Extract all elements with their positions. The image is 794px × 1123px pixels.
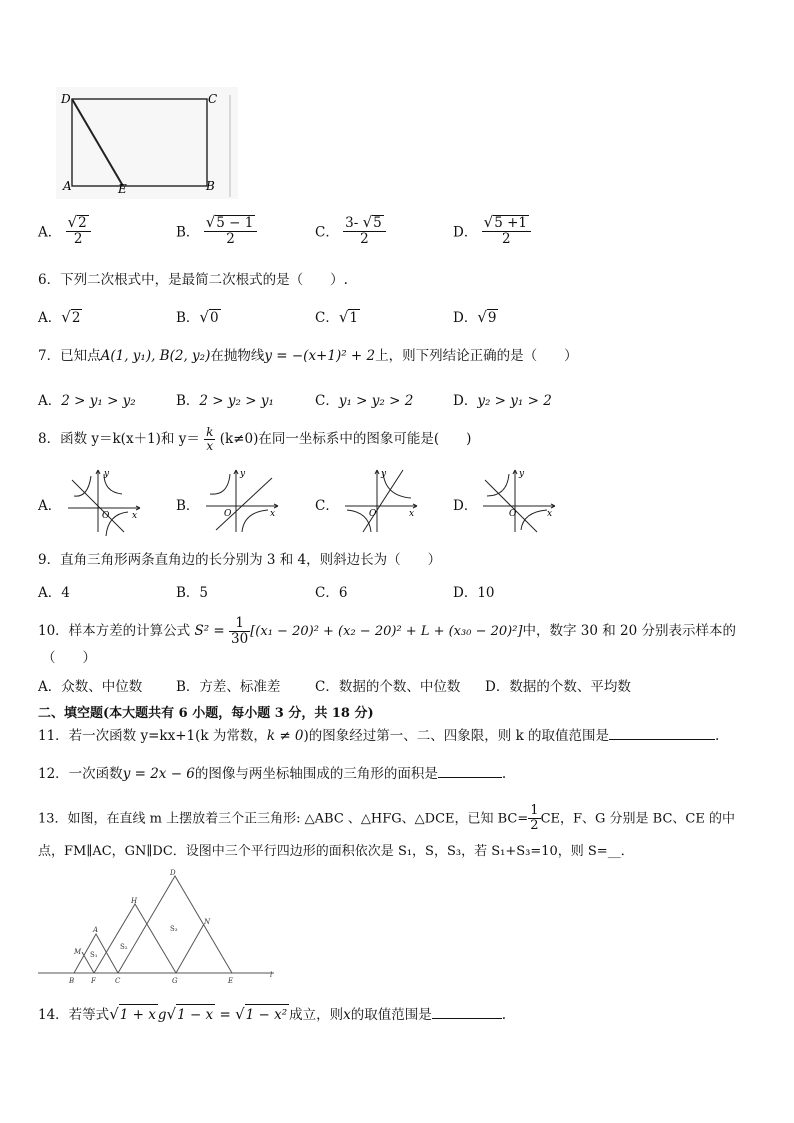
answer-blank[interactable] bbox=[432, 1018, 502, 1019]
q13-stem-line1: 13．如图，在直线 m 上摆放着三个正三角形: △ABC 、△HFG、△DCE，已知 BC= $\frac{1}{2}$ CE，F、G 分别是 BC、CE 的中 bbox=[38, 803, 735, 834]
q8-option-a[interactable]: A． bbox=[38, 498, 62, 514]
q10-option-a[interactable]: A．众数、中位数 bbox=[38, 679, 143, 695]
q13-stem-line2: 点，FM∥AC，GN∥DC．设图中三个平行四边形的面积依次是 S₁，S，S₃，若 S₁+S₃=10，则 S=__． bbox=[38, 844, 634, 859]
rect-label-b: B bbox=[206, 179, 215, 193]
svg-text:x: x bbox=[409, 509, 415, 519]
svg-text:O: O bbox=[102, 511, 110, 521]
q8-option-b[interactable]: B． bbox=[176, 498, 200, 514]
q5-option-a[interactable] bbox=[38, 214, 91, 247]
q6-option-c[interactable]: C．√1 bbox=[315, 308, 358, 326]
answer-blank[interactable] bbox=[438, 777, 502, 778]
section-title: 二、填空题(本大题共有 6 小题，每小题 3 分，共 18 分) bbox=[38, 706, 374, 721]
option-letter: A． bbox=[38, 224, 62, 241]
fraction: $\frac{√5 - 1}{2}$ bbox=[204, 214, 258, 247]
svg-text:O: O bbox=[369, 509, 377, 519]
q7-option-c[interactable]: C．y₁ > y₂ > 2 bbox=[315, 393, 414, 409]
svg-text:y: y bbox=[381, 469, 387, 479]
option-letter: D． bbox=[453, 224, 478, 241]
q5-option-b[interactable] bbox=[176, 214, 257, 247]
svg-text:H: H bbox=[131, 897, 138, 905]
q10-option-d[interactable]: D．数据的个数、平均数 bbox=[485, 679, 631, 695]
q12-stem: 12．一次函数y = 2x − 6的图像与两坐标轴围成的三角形的面积是 . bbox=[38, 766, 507, 782]
q10-answer-paren: （ ） bbox=[42, 650, 96, 666]
svg-text:C: C bbox=[115, 977, 121, 985]
svg-text:D: D bbox=[170, 869, 176, 877]
svg-text:y: y bbox=[240, 469, 246, 479]
rect-label-c: C bbox=[208, 92, 218, 106]
q9-option-a[interactable]: A．4 bbox=[38, 585, 70, 601]
option-letter: B． bbox=[176, 224, 200, 241]
q7-option-d[interactable]: D．y₂ > y₁ > 2 bbox=[453, 393, 552, 409]
q8-graph-c bbox=[341, 466, 421, 536]
q6-option-a[interactable]: A．√2 bbox=[38, 308, 81, 326]
q7-option-b[interactable]: B．2 > y₂ > y₁ bbox=[176, 393, 274, 409]
q6-option-d[interactable]: D．√9 bbox=[453, 308, 497, 326]
q7-stem: 7．已知点A(1, y₁), B(2, y₂)在抛物线y = −(x+1)² + 2上，则下列结论正确的是（ ） bbox=[38, 348, 578, 364]
fraction: $\frac{√5 +1}{2}$ bbox=[482, 214, 531, 247]
fraction: $\frac{3- √5}{2}$ bbox=[343, 214, 386, 247]
svg-text:M: M bbox=[74, 948, 82, 956]
fraction: $\frac{k}{x}$ bbox=[206, 425, 214, 454]
q6-stem: 6．下列二次根式中，是最简二次根式的是（ ）. bbox=[38, 272, 348, 288]
q11-stem: 11．若一次函数 y=kx+1(k 为常数，k ≠ 0)的图象经过第一、二、四象限，则 k 的取值范围是 . bbox=[38, 728, 720, 744]
q5-option-d[interactable] bbox=[453, 214, 531, 247]
svg-text:S₃: S₃ bbox=[170, 925, 178, 933]
q8-option-d[interactable]: D． bbox=[453, 498, 478, 514]
q8-option-c[interactable]: C． bbox=[315, 498, 339, 514]
rect-label-a: A bbox=[63, 179, 72, 193]
q8-graph-a bbox=[64, 466, 144, 536]
svg-text:E: E bbox=[228, 977, 234, 985]
q9-option-c[interactable]: C．6 bbox=[315, 585, 348, 601]
q14-stem: 14．若等式√1 + x g√1 − x = √1 − x² 成立，则x的取值范围是 . bbox=[38, 1005, 507, 1023]
q7-option-a[interactable]: A．2 > y₁ > y₂ bbox=[38, 393, 136, 409]
rectangle-figure bbox=[52, 85, 242, 203]
fraction: $\frac{√2}{2}$ bbox=[66, 214, 91, 247]
rect-label-e: E bbox=[118, 182, 127, 196]
fraction: $\frac{1}{2}$ bbox=[530, 803, 539, 834]
q5-option-c[interactable] bbox=[315, 214, 386, 247]
q13-figure bbox=[36, 866, 280, 988]
svg-text:x: x bbox=[547, 509, 553, 519]
svg-text:O: O bbox=[224, 509, 232, 519]
svg-text:l: l bbox=[270, 971, 273, 979]
svg-text:x: x bbox=[270, 509, 276, 519]
option-letter: C． bbox=[315, 224, 339, 241]
svg-text:S₁: S₁ bbox=[90, 951, 98, 959]
svg-text:B: B bbox=[69, 977, 75, 985]
q6-option-b[interactable]: B．√0 bbox=[176, 308, 219, 326]
q8-graph-b bbox=[202, 466, 282, 536]
svg-text:A: A bbox=[93, 926, 99, 934]
svg-text:N: N bbox=[204, 918, 211, 926]
svg-text:O: O bbox=[509, 509, 517, 519]
svg-text:S₂: S₂ bbox=[120, 943, 128, 951]
fraction: $\frac{1}{30}$ bbox=[231, 615, 249, 647]
q9-option-d[interactable]: D．10 bbox=[453, 585, 495, 601]
rect-label-d: D bbox=[61, 92, 71, 106]
q10-stem: 10．样本方差的计算公式 S² = $\frac{1}{30}$ [(x₁ − 20)² + (x₂ − 20)² + L + (x₃₀ − 20)²]中，数字 30 和 20 分别表示样本的 bbox=[38, 615, 737, 647]
svg-text:F: F bbox=[91, 977, 96, 985]
svg-text:y: y bbox=[519, 469, 525, 479]
q9-option-b[interactable]: B．5 bbox=[176, 585, 209, 601]
svg-text:G: G bbox=[172, 977, 178, 985]
q8-stem: 8．函数 y＝k(x＋1)和 y＝ $\frac{k}{x}$ (k≠0)在同一坐标系中的图象可能是( ) bbox=[38, 425, 472, 454]
q9-stem: 9．直角三角形两条直角边的长分别为 3 和 4，则斜边长为（ ） bbox=[38, 552, 442, 568]
svg-text:y: y bbox=[104, 469, 110, 479]
q8-graph-d bbox=[479, 466, 559, 536]
answer-blank[interactable] bbox=[609, 739, 715, 740]
q10-option-b[interactable]: B．方差、标准差 bbox=[176, 679, 281, 695]
q10-option-c[interactable]: C．数据的个数、中位数 bbox=[315, 679, 461, 695]
svg-text:x: x bbox=[132, 511, 138, 521]
